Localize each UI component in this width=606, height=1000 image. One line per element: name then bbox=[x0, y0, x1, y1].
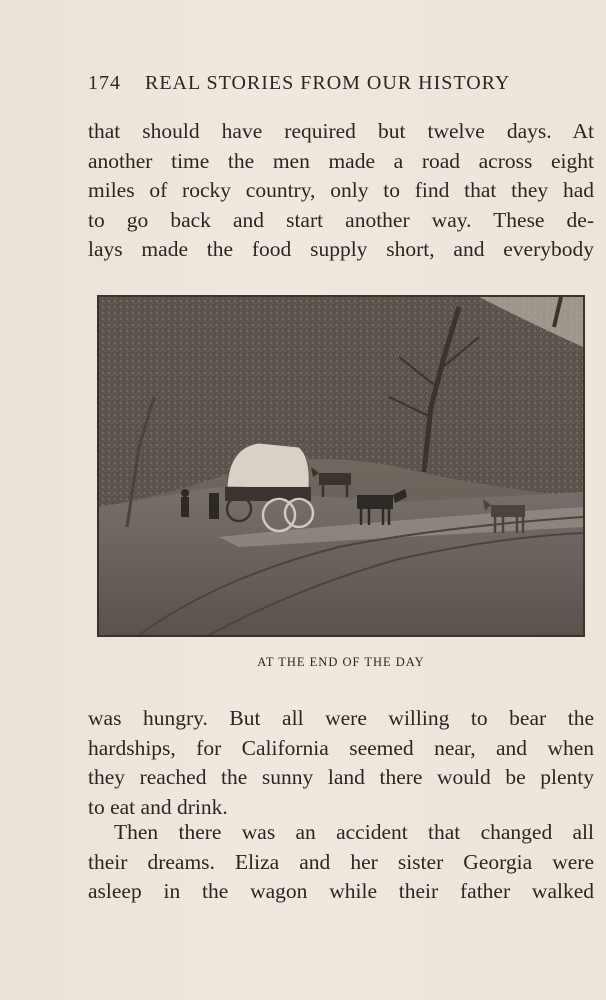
text-line: another time the men made a road across eight bbox=[88, 148, 594, 173]
running-header bbox=[88, 72, 558, 95]
paragraph bbox=[88, 818, 594, 907]
paragraph bbox=[88, 704, 594, 822]
text-line: was hungry. But all were willing to bear the bbox=[88, 706, 594, 730]
wagon-scene-image bbox=[99, 297, 583, 635]
text-line: that should have required but twelve days. At bbox=[88, 119, 594, 143]
illustration-wagon-photo bbox=[97, 295, 585, 637]
text-line: asleep in the wagon while their father walked bbox=[88, 879, 594, 903]
text-line: lays made the food supply short, and everybody bbox=[88, 237, 594, 261]
text-line: miles of rocky country, only to find that they had bbox=[88, 178, 594, 202]
text-line: they reached the sunny land there would be plenty bbox=[88, 765, 594, 789]
text-line: hardships, for California seemed near, and when bbox=[88, 735, 594, 760]
paragraph-continued bbox=[88, 117, 594, 265]
text-line: their dreams. Eliza and her sister Georgia were bbox=[88, 849, 594, 874]
text-line: to go back and start another way. These de- bbox=[88, 207, 594, 232]
page-number: 174 bbox=[88, 72, 121, 94]
running-title: REAL STORIES FROM OUR HISTORY bbox=[145, 72, 511, 94]
text-line: to eat and drink. bbox=[88, 794, 228, 819]
figure-caption: AT THE END OF THE DAY bbox=[257, 655, 425, 669]
text-line: Then there was an accident that changed all bbox=[114, 820, 594, 844]
